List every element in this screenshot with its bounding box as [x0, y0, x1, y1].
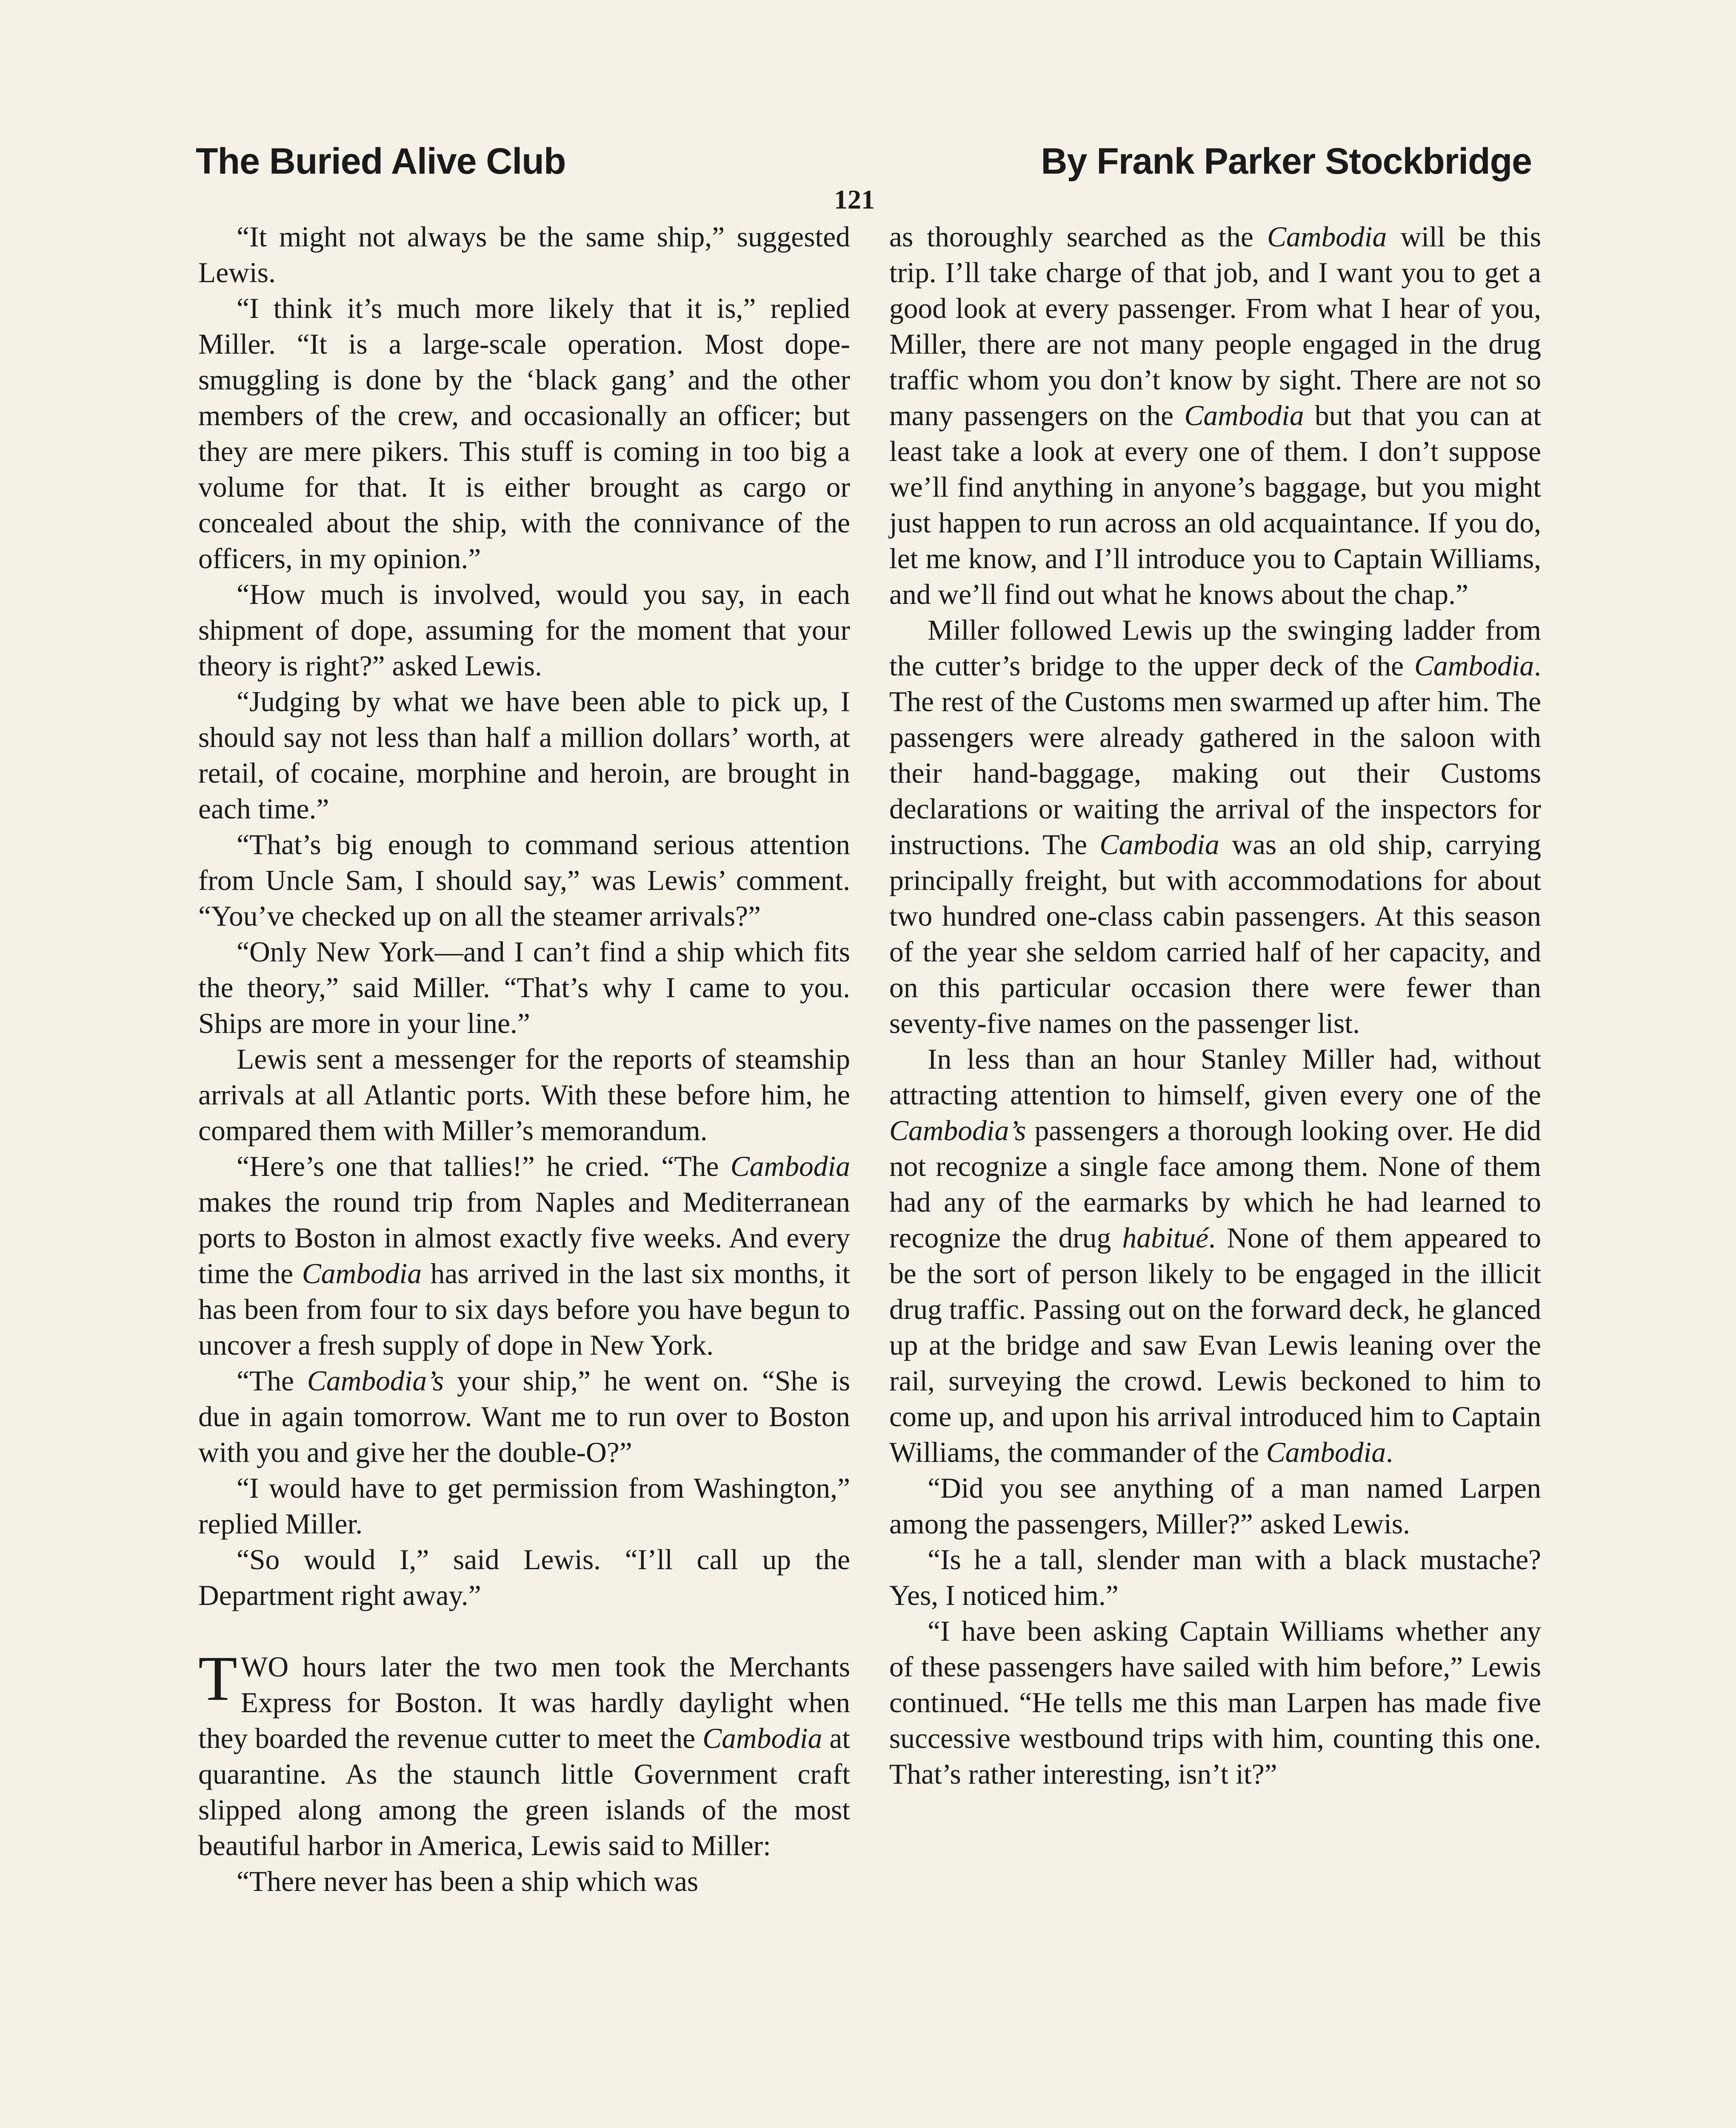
ship-name: Cambodia [302, 1258, 422, 1290]
page-number: 121 [834, 184, 875, 215]
paragraph: Lewis sent a messenger for the reports of steamship arrivals at all Atlantic ports. With these before him, he compared them with Miller’s memorandum. [198, 1043, 850, 1147]
ship-name: Cambodia [1414, 650, 1534, 682]
paragraph [889, 612, 1541, 1041]
ship-name: Cambodia’s [307, 1365, 444, 1397]
ship-name: Cambodia [730, 1150, 850, 1182]
paragraph: “Is he a tall, slender man with a black mustache? Yes, I noticed him.” [889, 1544, 1541, 1611]
paragraph: “Only New York—and I can’t find a ship which fits the theory,” said Miller. “That’s why I came to you. Ships are more in your line.” [198, 936, 850, 1039]
text-run: but that you can at least take a look at every one of them. I don’t suppose we’ll find anything in anyone’s baggage, but you might just happen to run across an old acquaintance. If you do, let me know, and I’ll introduce you to Captain Williams, and we’ll find out what he knows about the chap.” [889, 400, 1542, 610]
text-run: makes the round trip from Naples and Mediterranean ports to Boston in almost exactly five weeks. And every time the [198, 1186, 850, 1290]
text-run: “The [237, 1365, 307, 1397]
paragraph: “It might not always be the same ship,” suggested Lewis. [198, 221, 850, 289]
paragraph: “I would have to get permission from Washington,” replied Miller. [198, 1472, 850, 1540]
text-run: . None of them appeared to be the sort of person likely to be engaged in the illicit drug traffic. Passing out on the forward deck, he glanced up at the bridge and saw Evan Lewis leaning over the rail, surveying the crowd. Lewis beckoned to him to come up, and upon his arrival introduced him to Captain Williams, the commander of the [889, 1222, 1541, 1468]
paragraph [889, 219, 1541, 612]
paragraph [198, 1149, 850, 1363]
story-title: The Buried Alive Club [196, 141, 566, 182]
paragraph: “That’s big enough to command serious attention from Uncle Sam, I should say,” was Lewis’ comment. “You’ve checked up on all the steamer arrivals?” [198, 829, 850, 932]
paragraph: “Did you see anything of a man named Larpen among the passengers, Miller?” asked Lewis. [889, 1472, 1541, 1540]
text-run: “Here’s one that tallies!” he cried. “The [237, 1150, 731, 1182]
paragraph: “I have been asking Captain Williams whether any of these passengers have sailed with him before,” Lewis continued. “He tells me this man Larpen has made five successive westbound trips with him, counting this one. That’s rather interesting, isn’t it?” [889, 1615, 1541, 1790]
paragraph: “Judging by what we have been able to pick up, I should say not less than half a million dollars’ worth, at retail, of cocaine, morphine and heroin, are brought in each time.” [198, 686, 850, 825]
text-run: In less than an hour Stanley Miller had, without attracting attention to himself, given every one of the [889, 1043, 1541, 1111]
ship-name: Cambodia [1267, 221, 1387, 253]
text-run: has arrived in the last six months, it has been from four to six days before you have begun to uncover a fresh supply of dope in New York. [198, 1258, 850, 1361]
text-run: WO hours later the two men took the Merchants Express for Boston. It was hardly daylight when they boarded the revenue cutter to meet the [198, 1651, 850, 1754]
ship-name: Cambodia [702, 1722, 822, 1754]
paragraph [198, 1643, 851, 1864]
paragraph: “I think it’s much more likely that it is,” replied Miller. “It is a large-scale operation. Most dope-smuggling is done by the ‘black gang’ and the other members of the crew, and occasionally an officer; but they are mere pikers. This stuff is coming in too big a volume for that. It is either brought as cargo or concealed about the ship, with the connivance of the officers, in my opinion.” [198, 292, 850, 575]
drop-cap: T [198, 1643, 237, 1714]
paragraph [889, 1041, 1541, 1470]
author-byline: By Frank Parker Stockbridge [1041, 141, 1532, 182]
text-run: . [1386, 1436, 1393, 1468]
paragraph: “There never has been a ship which was [237, 1865, 699, 1897]
right-column [889, 219, 1541, 1792]
text-run: . The rest of the Customs men swarmed up after him. The passengers were already gathered in the saloon with their hand-baggage, making out their Customs declarations or waiting the arrival of the inspectors for instructions. The [889, 650, 1541, 861]
text-run: as thoroughly searched as the [889, 221, 1268, 253]
paragraph: “So would I,” said Lewis. “I’ll call up the Department right away.” [198, 1544, 850, 1611]
ship-name: Cambodia [1266, 1436, 1386, 1468]
text-run: passengers a thorough looking over. He did not recognize a single face among them. None of them had any of the earmarks by which he had learned to recognize the drug [889, 1115, 1541, 1254]
paragraph [198, 1363, 850, 1470]
text-run: your ship,” he went on. “She is due in again tomorrow. Want me to run over to Boston with you and give her the double-O?” [198, 1365, 850, 1468]
text-run: Miller followed Lewis up the swinging ladder from the cutter’s bridge to the upper deck of the [889, 614, 1541, 682]
left-column [198, 219, 850, 1899]
text-run: will be this trip. I’ll take charge of that job, and I want you to get a good look at every passenger. From what I hear of you, Miller, there are not many people engaged in the drug traffic whom you don’t know by sight. There are not so many passengers on the [889, 221, 1541, 432]
ship-name: Cambodia [1099, 829, 1219, 861]
ship-name: Cambodia [1184, 400, 1304, 432]
section-break [198, 1613, 850, 1649]
ship-name: Cambodia’s [889, 1115, 1026, 1147]
text-run: at quarantine. As the staunch little Government craft slipped along among the green islands of the most beautiful harbor in America, Lewis said to Miller: [198, 1722, 851, 1862]
paragraph: “How much is involved, would you say, in each shipment of dope, assuming for the moment that your theory is right?” asked Lewis. [198, 578, 850, 682]
text-run: was an old ship, carrying principally freight, but with accommodations for about two hundred one-class cabin passengers. At this season of the year she seldom carried half of her capacity, and on this particular occasion there were fewer than seventy-five names on the passenger list. [889, 829, 1541, 1039]
italic-term: habitué [1122, 1222, 1208, 1254]
